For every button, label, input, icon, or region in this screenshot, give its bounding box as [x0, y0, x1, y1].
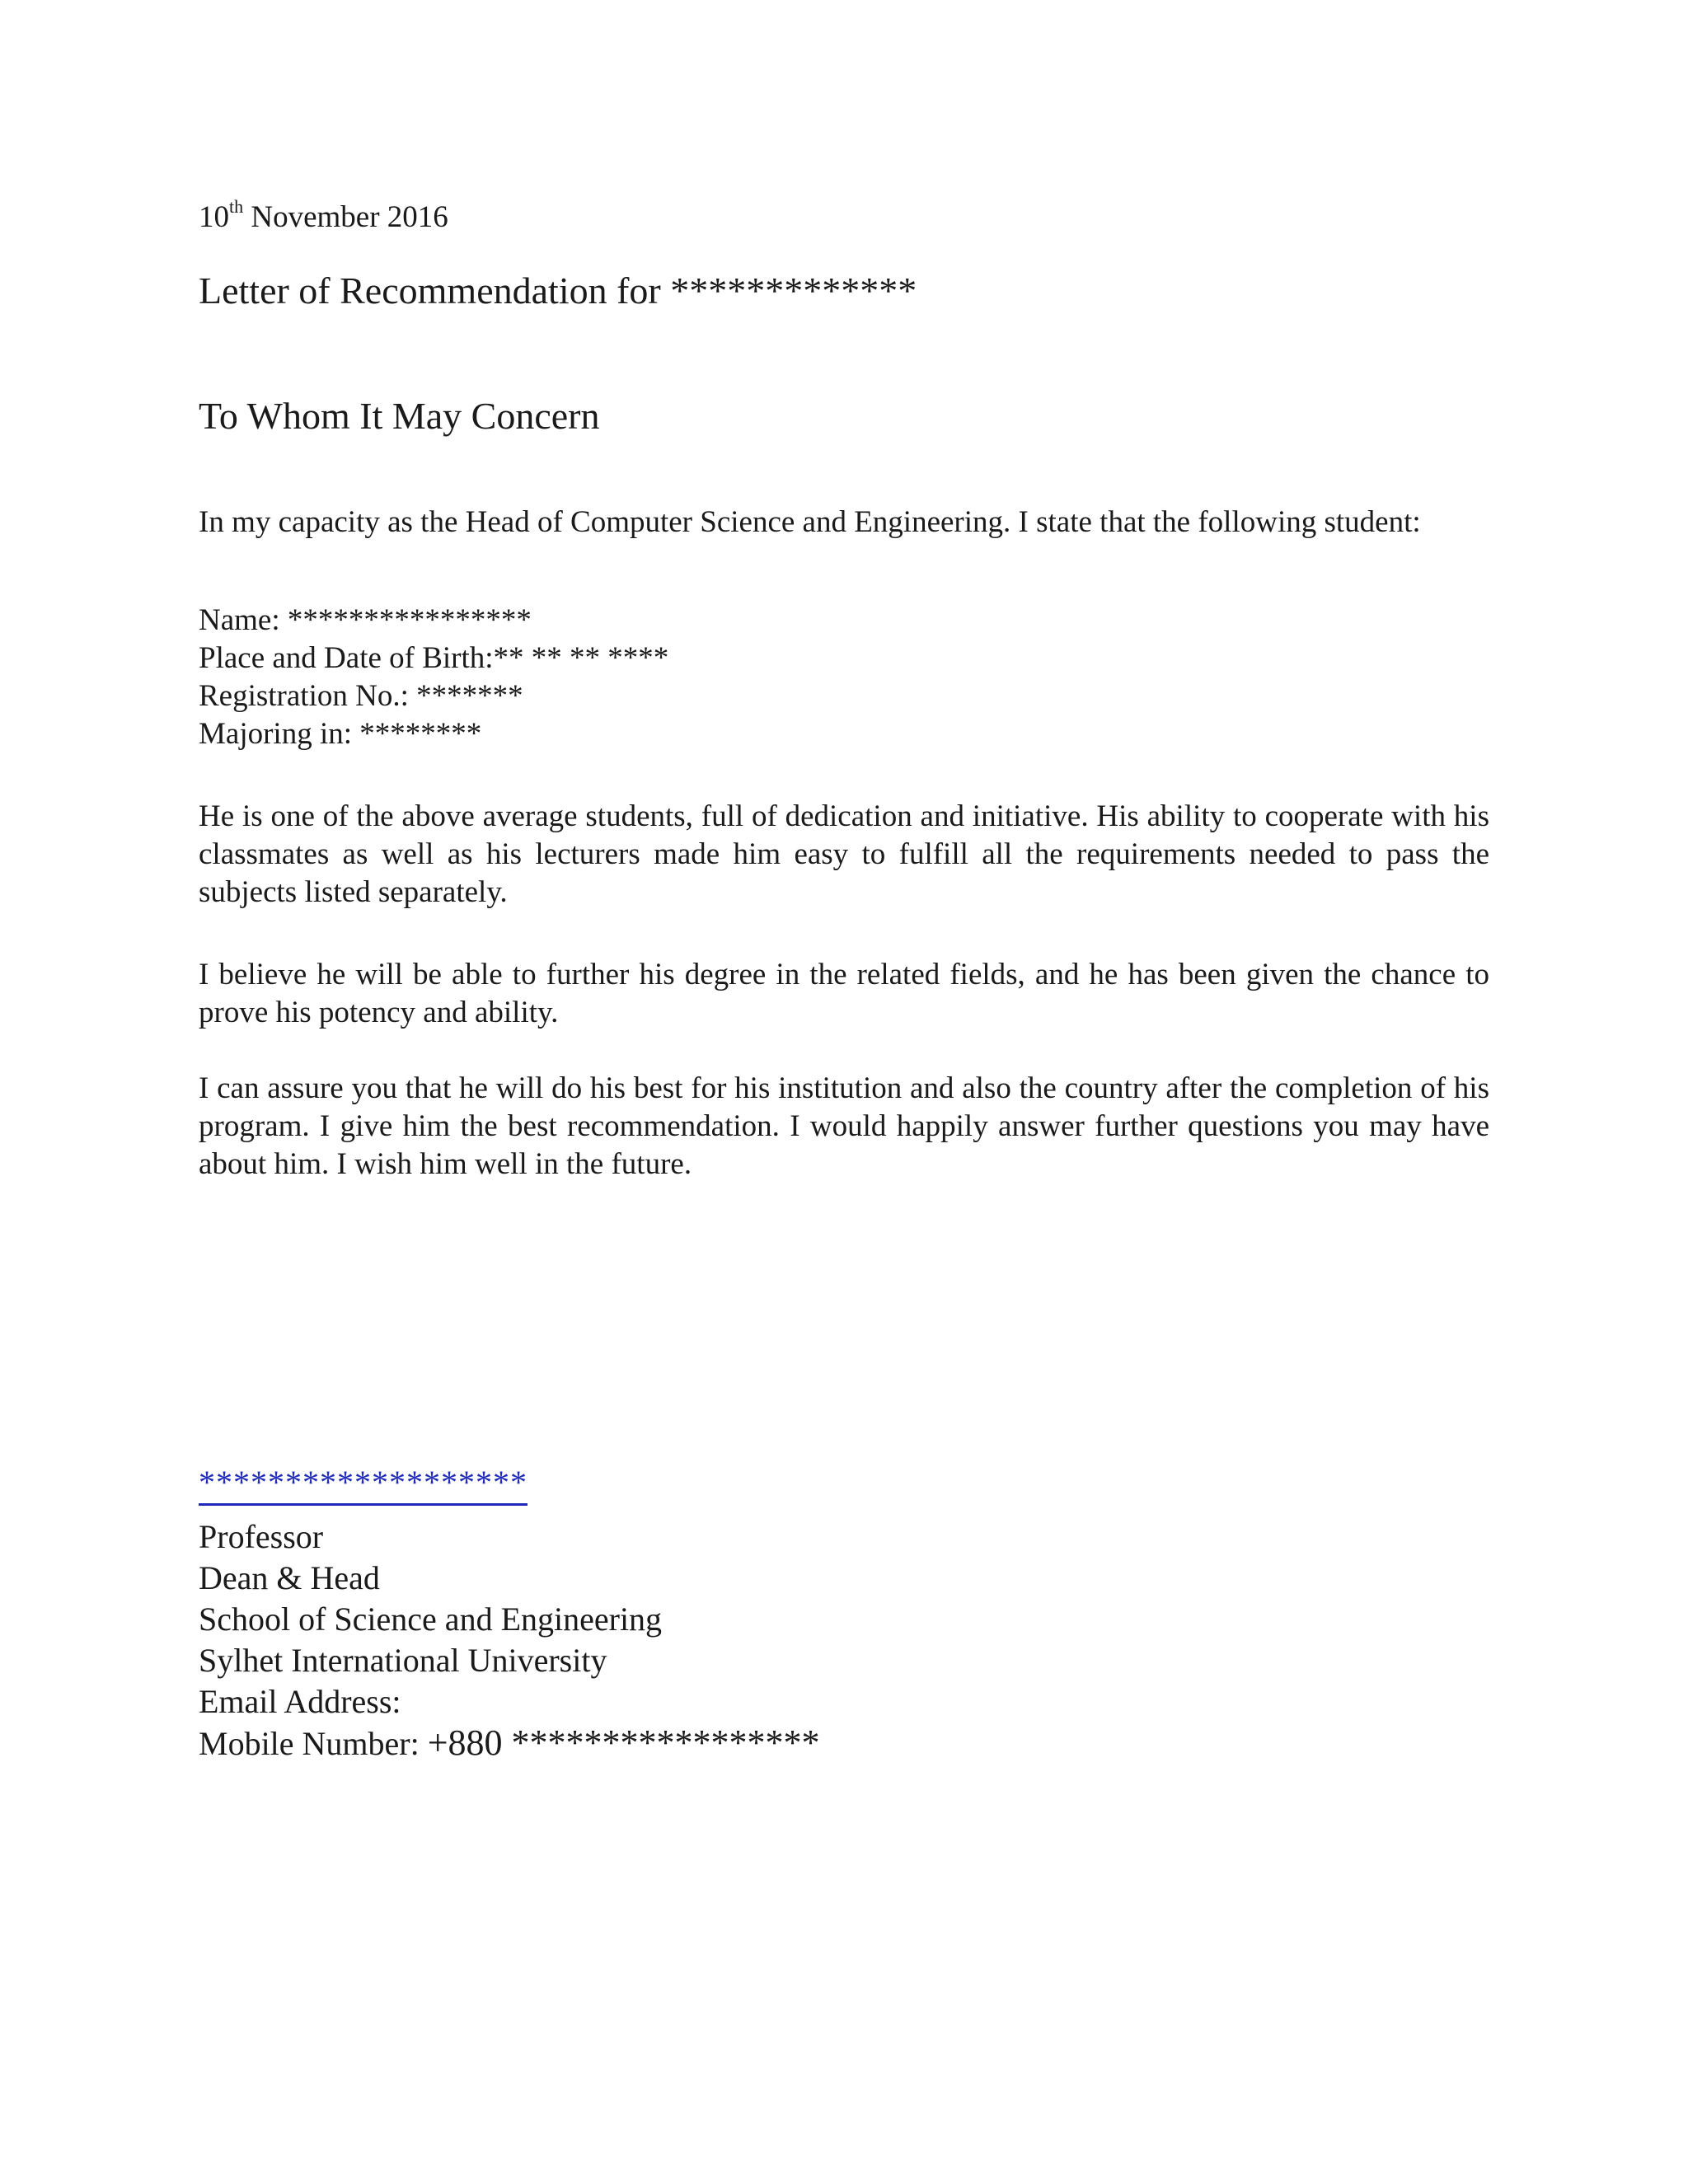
- signatory-mobile: [199, 1722, 820, 1764]
- signatory-university: Sylhet International University: [199, 1642, 607, 1679]
- body-paragraph-3: I can assure you that he will do his best for his institution and also the country after the completion of his program. I give him the best recommendation. I would happily answer further questions you may have about him. I wish him well in the future.: [199, 1071, 1489, 1181]
- signatory-name-link[interactable]: *******************: [199, 1462, 528, 1506]
- letter-date: [199, 195, 448, 237]
- intro-paragraph: In my capacity as the Head of Computer Science and Engineering. I state that the following student:: [199, 505, 1421, 539]
- detail-birth: Place and Date of Birth:** ** ** ****: [199, 641, 669, 675]
- signature-block: [199, 1516, 820, 1764]
- mobile-label: Mobile Number:: [199, 1725, 428, 1762]
- signatory-title: Professor: [199, 1518, 324, 1555]
- signatory-email: Email Address:: [199, 1683, 401, 1720]
- signatory-position: Dean & Head: [199, 1559, 380, 1596]
- body-paragraph-2: I believe he will be able to further his degree in the related fields, and he has been given the chance to prove his potency and ability.: [199, 958, 1489, 1029]
- detail-registration: Registration No.: *******: [199, 679, 523, 713]
- detail-name: Name: ****************: [199, 603, 532, 637]
- detail-major: Majoring in: ********: [199, 717, 482, 751]
- mobile-value: +880 *****************: [427, 1722, 820, 1763]
- date-suffix: th: [229, 195, 244, 217]
- letter-salutation: To Whom It May Concern: [199, 395, 600, 437]
- signatory-school: School of Science and Engineering: [199, 1601, 663, 1638]
- body-paragraph-1: He is one of the above average students, full of dedication and initiative. His ability to cooperate with his classmates as well as his lecturers made him easy to fulfill all the requirements needed to pass the subjects listed separately.: [199, 799, 1489, 909]
- student-details: [199, 602, 668, 753]
- date-day: 10: [199, 200, 229, 234]
- letter-subject: Letter of Recommendation for *************: [199, 269, 917, 312]
- date-rest: November 2016: [243, 200, 448, 234]
